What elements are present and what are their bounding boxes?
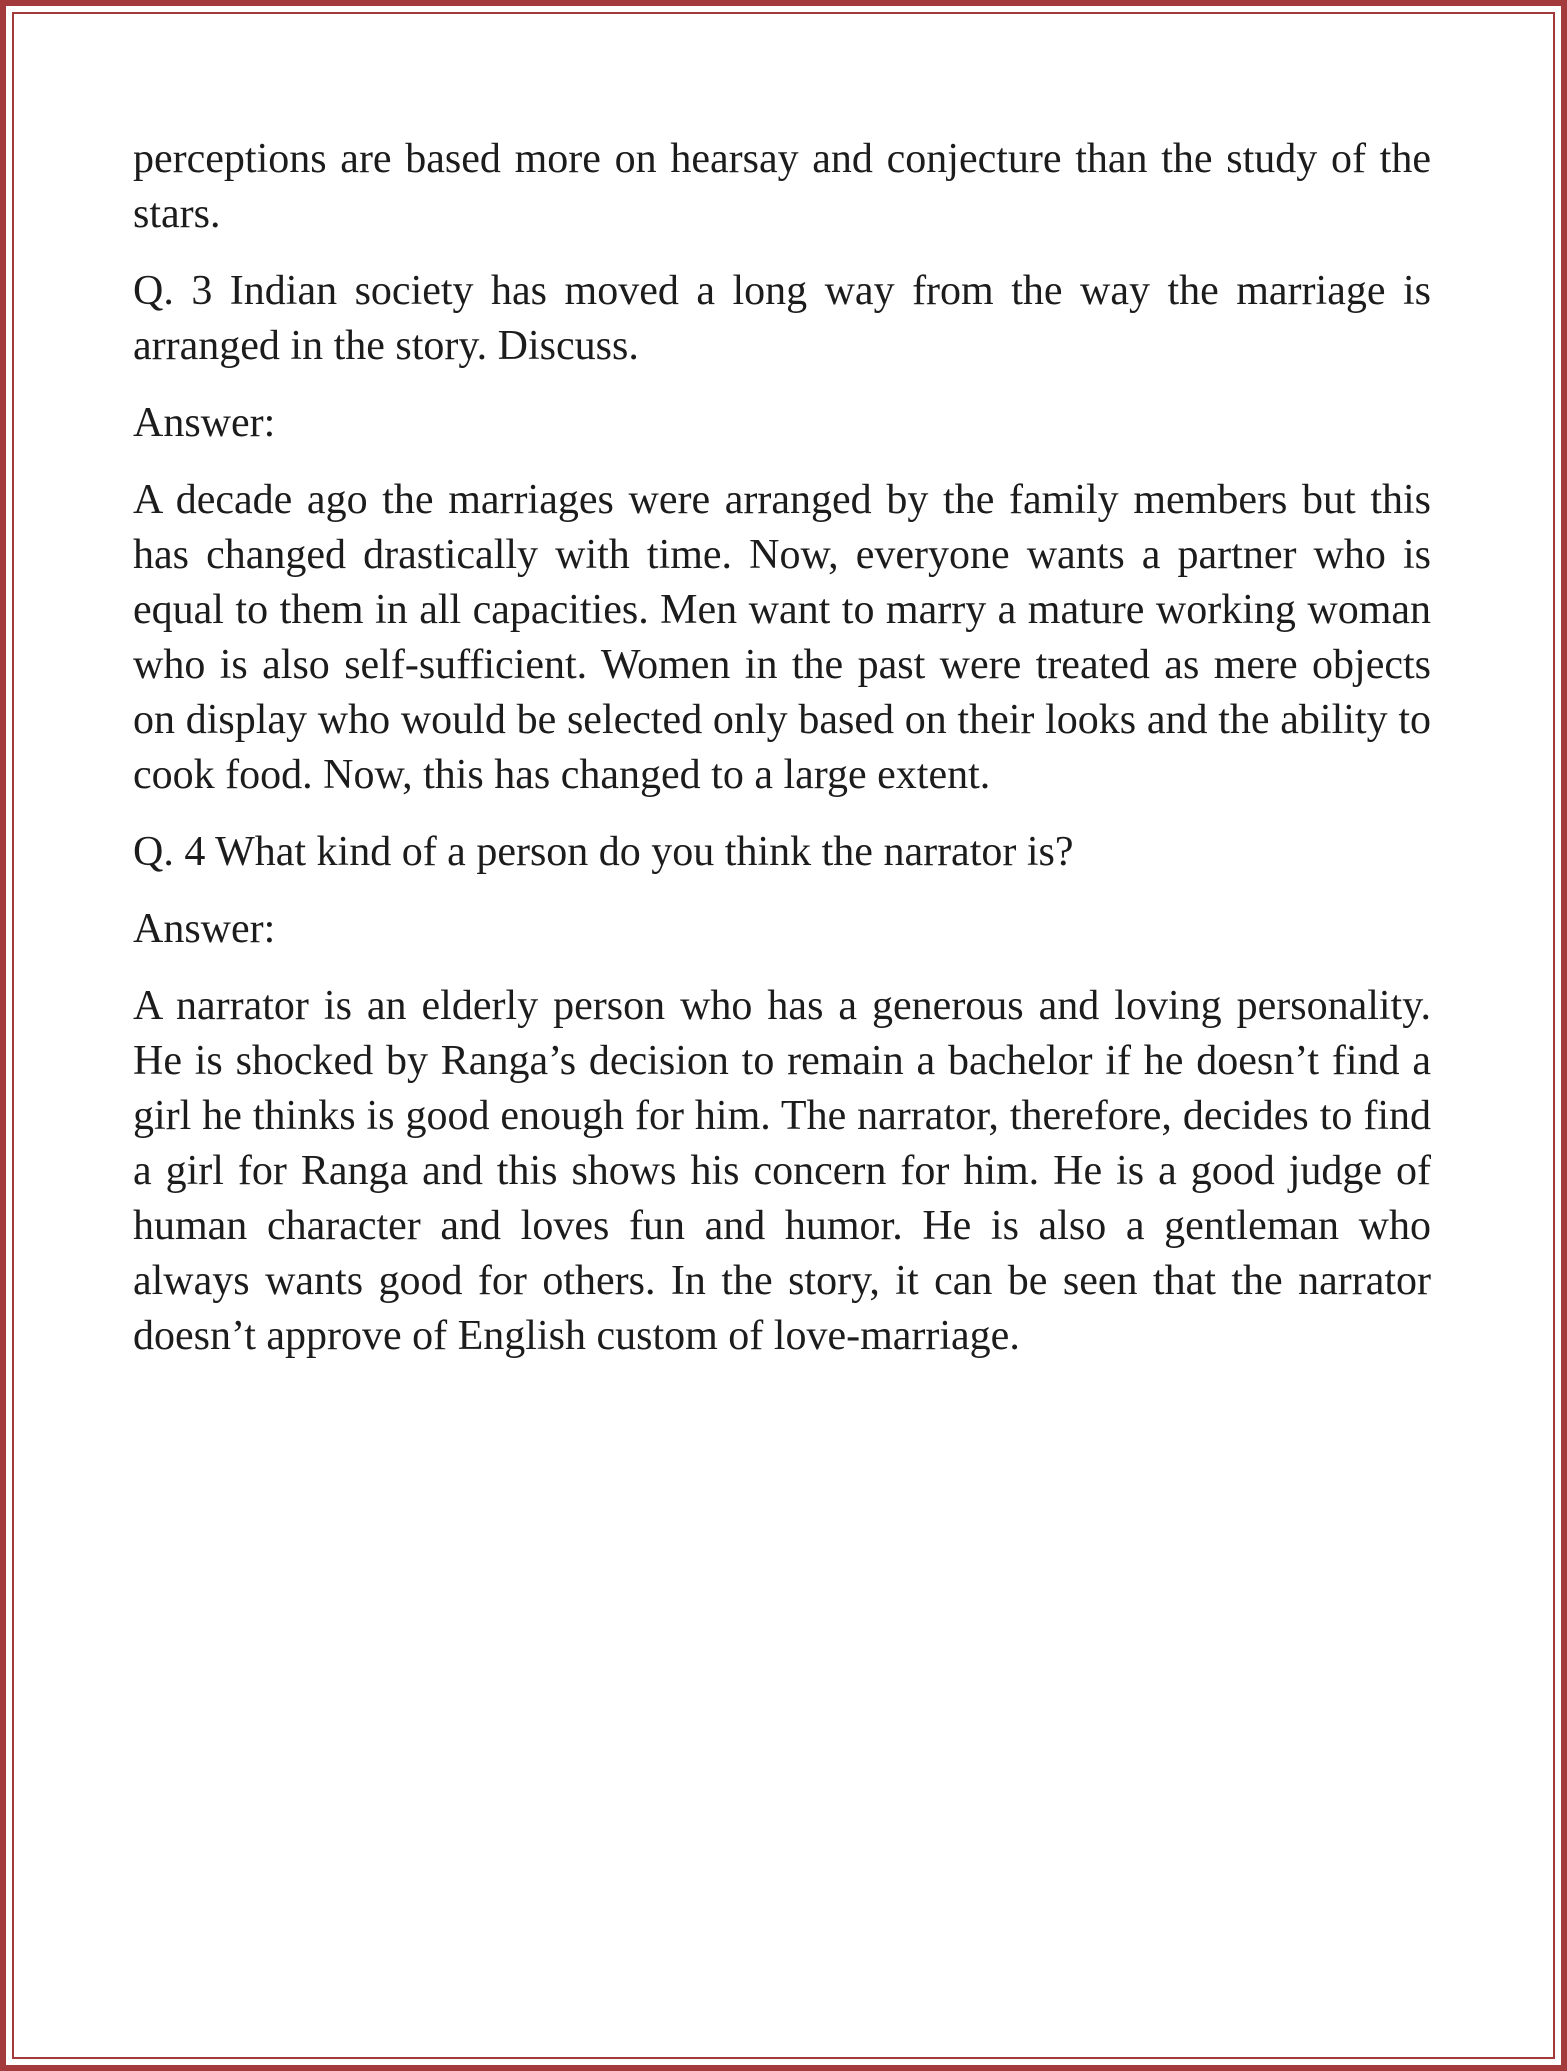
question-3: Q. 3 Indian society has moved a long way from the way the marriage is arranged in the story. Discuss. bbox=[133, 268, 1431, 369]
answer-label-3: Answer: bbox=[133, 400, 276, 446]
answer-label-4: Answer: bbox=[133, 906, 276, 952]
answer-4: A narrator is an elderly person who has a generous and loving personality. He is shocked by Ranga’s decision to remain a bachelor if he doesn’t find a girl he thinks is good enough for him. The narrator, therefore, decides to find a girl for Ranga and this shows his concern for him. He is a good judge of human character and loves fun and humor. He is also a gentleman who always wants good for others. In the story, it can be seen that the narrator doesn’t approve of English custom of love-marriage. bbox=[133, 983, 1431, 1359]
answer-3: A decade ago the marriages were arranged by the family members but this has changed drastically with time. Now, everyone wants a partner who is equal to them in all capacities. Men want to marry a mature working woman who is also self-sufficient. Women in the past were treated as mere objects on display who would be selected only based on their looks and the ability to cook food. Now, this has changed to a large extent. bbox=[133, 477, 1431, 798]
continuation-paragraph: perceptions are based more on hearsay and conjecture than the study of the stars. bbox=[133, 136, 1431, 237]
question-4: Q. 4 What kind of a person do you think the narrator is? bbox=[133, 829, 1074, 875]
document-body bbox=[133, 132, 1431, 1386]
